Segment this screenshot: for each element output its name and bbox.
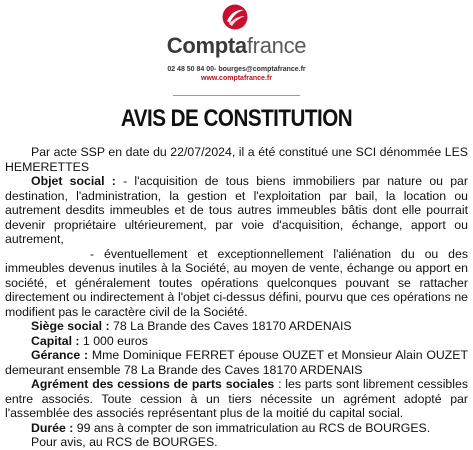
agrement-text: : les parts sont librement cessibles entre associés. Toute cession à un tiers nécessite un agrément adopté par l'assemblée des associés représentant plus de la moitié du capital social. bbox=[5, 377, 468, 420]
divider bbox=[173, 95, 300, 96]
duree-label: Durée : bbox=[31, 420, 74, 435]
notice-body bbox=[5, 145, 468, 450]
agrement-label: Agrément des cessions de parts sociales bbox=[31, 377, 275, 391]
siege-paragraph bbox=[5, 319, 468, 334]
closing-paragraph: Pour avis, au RCS de BOURGES. bbox=[31, 435, 218, 449]
capital-label: Capital : bbox=[31, 333, 80, 348]
brand-name bbox=[0, 33, 473, 59]
gerance-text: Mme Dominique FERRET épouse OUZET et Monsieur Alain OUZET demeurant ensemble 78 La Brande des Caves 18170 ARDENAIS bbox=[5, 348, 468, 377]
brand-light: france bbox=[246, 33, 307, 58]
objet-paragraph bbox=[5, 174, 468, 247]
notice-title: AVIS DE CONSTITUTION bbox=[120, 105, 353, 132]
brand-bold: Compta bbox=[166, 33, 247, 58]
gerance-label: Gérance : bbox=[31, 348, 89, 362]
agrement-paragraph bbox=[5, 377, 468, 421]
duree-text: 99 ans à compter de son immatriculation au RCS de BOURGES. bbox=[73, 420, 431, 435]
website-link[interactable]: www.comptafrance.fr bbox=[201, 75, 272, 82]
intro-paragraph: Par acte SSP en date du 22/07/2024, il a été constitué une SCI dénommée LES HEMERETTES bbox=[5, 145, 468, 174]
objet-label: Objet social : bbox=[31, 174, 116, 188]
gerance-paragraph bbox=[5, 348, 468, 377]
siege-label: Siège social : bbox=[31, 319, 110, 333]
capital-paragraph bbox=[5, 334, 468, 349]
capital-text: 1 000 euros bbox=[79, 333, 148, 348]
objet-paragraph-2: - éventuellement et exceptionnellement l'aliénation du ou des immeubles devenus inutiles à la Société, au moyen de vente, échange ou apport en société, et généralement toutes opérations quelconques pouvant se rattacher directement ou indirectement à l'objet ci-dessus défini, pourvu que ces opérations ne modifient pas le caractère civil de la Société. bbox=[5, 246, 468, 319]
objet-text: - l'acquisition de tous biens immobiliers par nature ou par destination, l'administration, la gestion et l'exploitation par bail, la location ou autrement desdits immeubles et de tous autres immeubles bâtis dont elle pourrait devenir propriétaire ultérieurement, par voie d'acquisition, échange, apport ou autrement, bbox=[5, 174, 468, 246]
duree-paragraph bbox=[5, 421, 468, 436]
contact-line: 02 48 50 84 00- bourges@comptafrance.fr bbox=[167, 66, 306, 73]
comptafrance-logo-icon bbox=[222, 4, 248, 30]
siege-text: 78 La Brande des Caves 18170 ARDENAIS bbox=[109, 319, 352, 333]
